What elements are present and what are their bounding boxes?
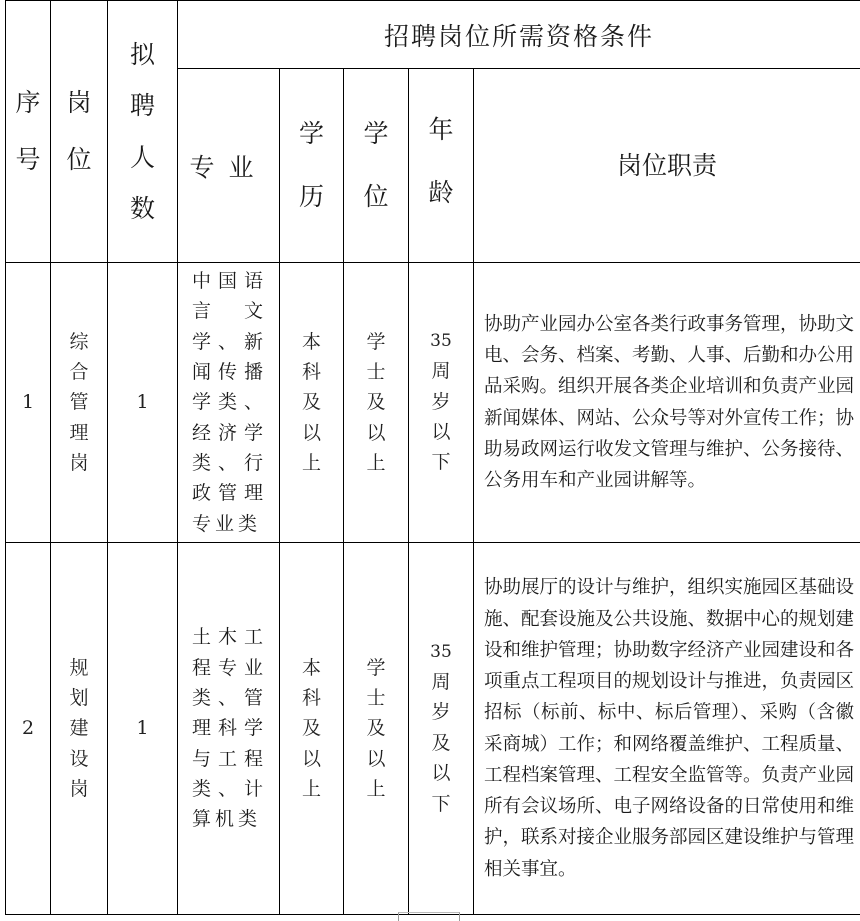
header-age: 年龄	[409, 69, 474, 263]
header-requirements: 招聘岗位所需资格条件	[178, 1, 860, 69]
cell-seq: 1	[6, 263, 51, 543]
table-row	[6, 543, 860, 915]
header-row-top	[6, 1, 860, 69]
header-education: 学历	[280, 69, 344, 263]
cell-count: 1	[108, 263, 178, 543]
cell-major: 中国语言 文学、新闻传播学类、经济学类、行政管理专业类	[178, 263, 280, 543]
cell-post: 规划建设岗	[51, 543, 108, 915]
header-duties: 岗位职责	[474, 69, 860, 263]
cell-education: 本科及以上	[280, 263, 344, 543]
cell-age: 35 周岁及以下	[409, 543, 474, 915]
cell-major: 土木工程专业类、管理科学与工程类、计算机类	[178, 543, 280, 915]
cell-seq: 2	[6, 543, 51, 915]
cell-duties: 协助产业园办公室各类行政事务管理，协助文电、会务、档案、考勤、人事、后勤和办公用品采购。组织开展各类企业培训和负责产业园新闻媒体、网站、公众号等对外宣传工作；协助易政网运行收发文管理与维护、公务接待、公务用车和产业园讲解等。	[474, 263, 860, 543]
header-seq: 序号	[6, 1, 51, 263]
cell-degree: 学士及以上	[344, 543, 409, 915]
header-post: 岗位	[51, 1, 108, 263]
cell-duties: 协助展厅的设计与维护，组织实施园区基础设施、配套设施及公共设施、数据中心的规划建设和维护管理；协助数字经济产业园建设和各项重点工程项目的规划设计与推进，负责园区招标（标前、标中、标后管理）、采购（含徽采商城）工作；和网络覆盖维护、工程质量、工程档案管理、工程安全监管等。负责产业园所有会议场所、电子网络设备的日常使用和维护，联系对接企业服务部园区建设维护与管理相关事宜。	[474, 543, 860, 915]
cell-post: 综合管理岗	[51, 263, 108, 543]
recruitment-table	[5, 0, 860, 915]
table-row	[6, 263, 860, 543]
header-degree: 学位	[344, 69, 409, 263]
cell-degree: 学士及以上	[344, 263, 409, 543]
cell-education: 本科及以上	[280, 543, 344, 915]
cell-count: 1	[108, 543, 178, 915]
header-count: 拟聘人数	[108, 1, 178, 263]
header-major: 专业	[178, 69, 280, 263]
cell-age: 35 周岁以下	[409, 263, 474, 543]
